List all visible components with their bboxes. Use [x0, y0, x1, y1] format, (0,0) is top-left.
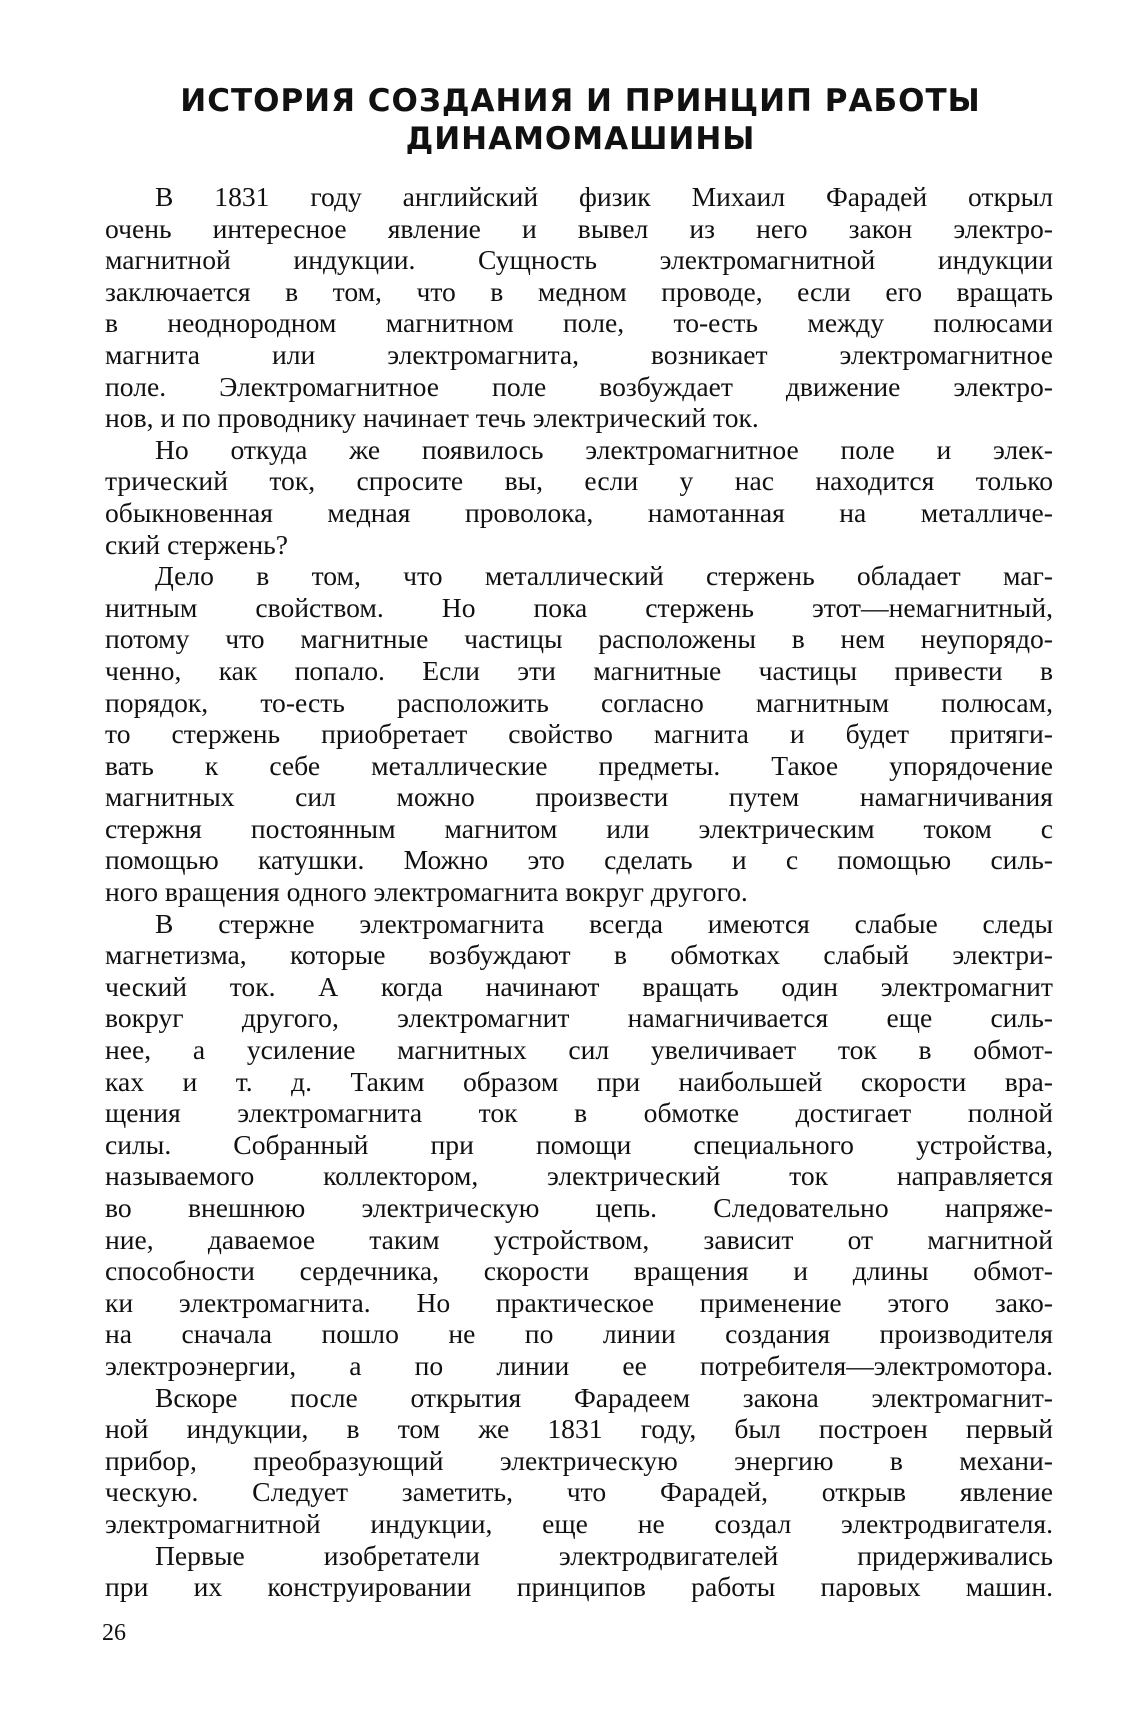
chapter-title [108, 82, 1053, 158]
text-line: прибор, преобразующий электрическую энергию в механи- [105, 1444, 1053, 1476]
text-line: ченно, как попало. Если эти магнитные частицы привести в [105, 654, 1053, 686]
text-line: обыкновенная медная проволока, намотанная на металличе- [105, 496, 1053, 528]
text-line: трический ток, спросите вы, если у нас находится только [105, 465, 1053, 497]
text-line: ческую. Следует заметить, что Фарадей, открыв явление [105, 1476, 1053, 1508]
text-line: магнитной индукции. Сущность электромагнитной индукции [105, 244, 1053, 276]
text-line: в неоднородном магнитном поле, то-есть между полюсами [105, 307, 1053, 339]
chapter-title-line-2: ДИНАМОМАШИНЫ [405, 121, 756, 157]
text-line: очень интересное явление и вывел из него закон электро- [105, 212, 1053, 244]
text-line: то стержень приобретает свойство магнита и будет притяги- [105, 718, 1053, 750]
text-line: потому что магнитные частицы расположены в нем неупорядо- [105, 623, 1053, 655]
text-line: силы. Собранный при помощи специального устройства, [105, 1128, 1053, 1160]
paragraph [105, 908, 1053, 1382]
text-line: В стержне электромагнита всегда имеются слабые следы [155, 907, 1053, 939]
text-line: ческий ток. А когда начинают вращать один электромагнит [105, 970, 1053, 1002]
text-line: магнетизма, которые возбуждают в обмотках слабый электри- [105, 939, 1053, 971]
text-line: электроэнергии, а по линии ее потребителя—электромотора. [105, 1349, 1053, 1381]
text-line: стержня постоянным магнитом или электрическим током с [105, 812, 1053, 844]
chapter-title-line-1: ИСТОРИЯ СОЗДАНИЯ И ПРИНЦИП РАБОТЫ [180, 83, 981, 119]
text-line: на сначала пошло не по линии создания производителя [105, 1318, 1053, 1350]
text-line: порядок, то-есть расположить согласно магнитным полюсам, [105, 686, 1053, 718]
text-line: во внешнюю электрическую цепь. Следовательно напряже- [105, 1192, 1053, 1223]
text-line: Вскоре после открытия Фарадеем закона электромагнит- [155, 1381, 1053, 1413]
paragraph [105, 181, 1053, 434]
text-line: Но откуда же появилось электромагнитное поле и элек- [155, 433, 1053, 465]
text-line: нитным свойством. Но пока стержень этот—немагнитный, [105, 591, 1053, 623]
text-line: электромагнитной индукции, еще не создал электродвигателя. [105, 1507, 1053, 1539]
text-line: называемого коллектором, электрический ток направляется [105, 1160, 1053, 1192]
body-text [105, 181, 1053, 1603]
text-line: вать к себе металлические предметы. Такое упорядочение [105, 749, 1053, 781]
text-line: ной индукции, в том же 1831 году, был построен первый [105, 1413, 1053, 1445]
paragraph [105, 560, 1053, 908]
text-line: заключается в том, что в медном проводе, если его вращать [105, 275, 1053, 307]
text-line: поле. Электромагнитное поле возбуждает движение электро- [105, 370, 1053, 402]
text-line: нов, и по проводнику начинает течь электрический ток. [105, 402, 759, 434]
text-line: при их конструировании принципов работы паровых машин. [105, 1571, 1053, 1603]
text-line: помощью катушки. Можно это сделать и с помощью силь- [105, 844, 1053, 876]
text-line: ский стержень? [105, 528, 288, 560]
text-line: В 1831 году английский физик Михаил Фарадей открыл [155, 181, 1053, 212]
text-line: ного вращения одного электромагнита вокруг другого. [105, 876, 748, 908]
text-line: ки электромагнита. Но практическое применение этого зако- [105, 1286, 1053, 1318]
paragraph [105, 434, 1053, 560]
text-line: магнитных сил можно произвести путем намагничивания [105, 781, 1053, 813]
text-line: ние, даваемое таким устройством, зависит от магнитной [105, 1223, 1053, 1255]
text-line: Дело в том, что металлический стержень обладает маг- [155, 560, 1053, 592]
text-line: магнита или электромагнита, возникает электромагнитное [105, 338, 1053, 370]
text-line: щения электромагнита ток в обмотке достигает полной [105, 1097, 1053, 1129]
text-line: способности сердечника, скорости вращения и длины обмот- [105, 1255, 1053, 1287]
text-line: ках и т. д. Таким образом при наибольшей скорости вра- [105, 1065, 1053, 1097]
paragraph [105, 1540, 1053, 1603]
text-line: вокруг другого, электромагнит намагничивается еще силь- [105, 1002, 1053, 1034]
text-line: нее, а усиление магнитных сил увеличивает ток в обмот- [105, 1034, 1053, 1066]
page-number: 26 [102, 1620, 126, 1646]
paragraph [105, 1382, 1053, 1540]
text-line: Первые изобретатели электродвигателей придерживались [155, 1539, 1053, 1571]
